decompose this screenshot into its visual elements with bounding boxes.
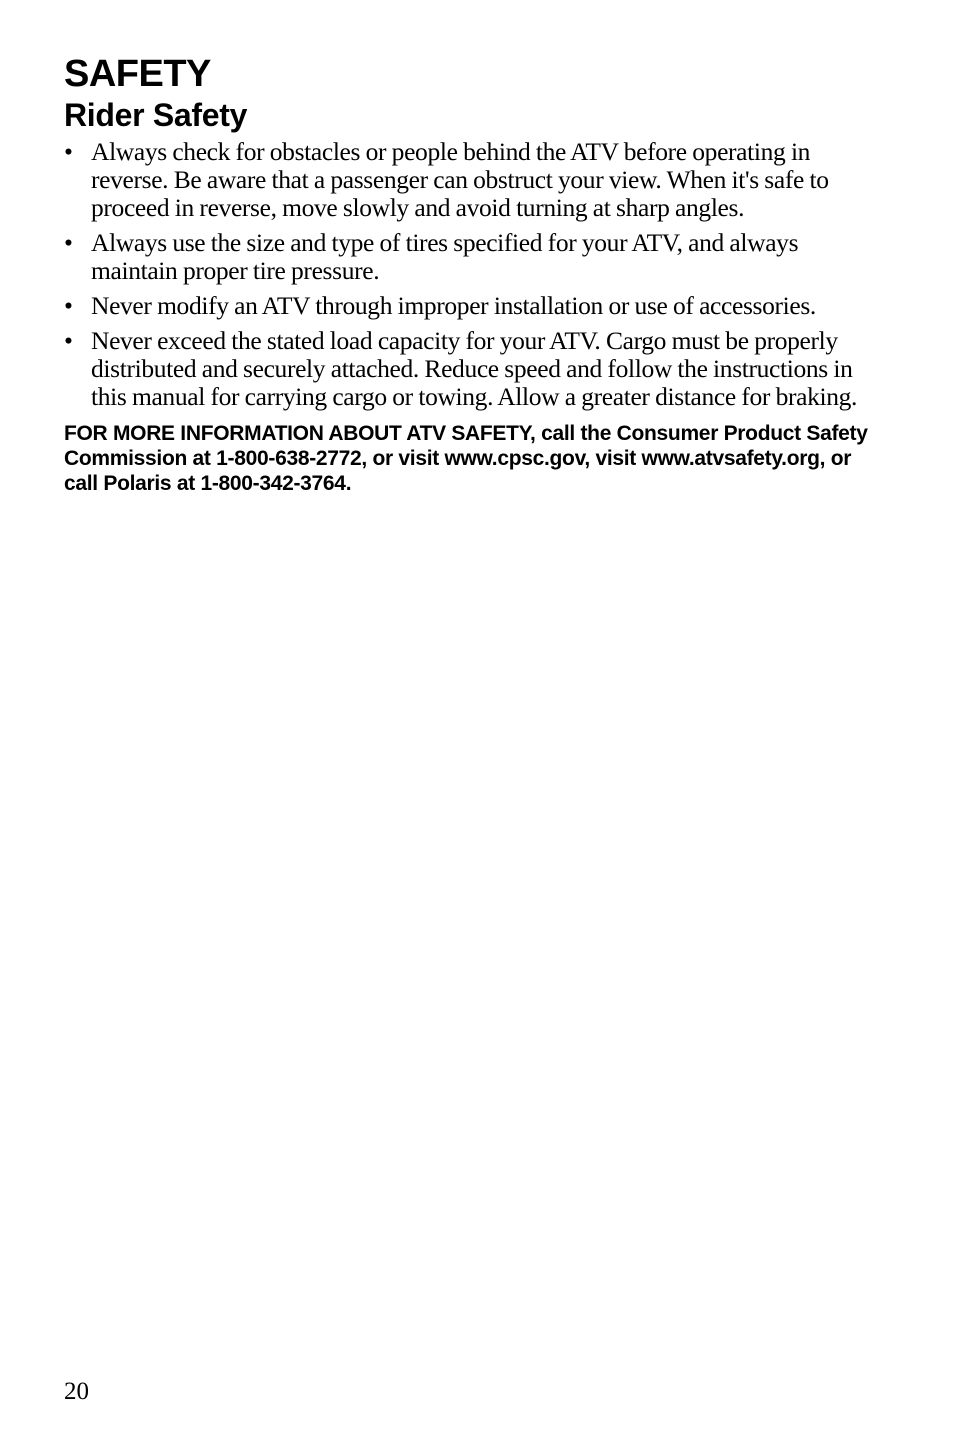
list-item-text: Never modify an ATV through improper installation or use of accessories. xyxy=(91,291,816,320)
safety-bullet-list xyxy=(64,138,864,411)
list-item-text: Always use the size and type of tires specified for your ATV, and always maintain proper tire pressure. xyxy=(91,228,799,285)
list-item xyxy=(64,138,864,222)
document-page xyxy=(64,52,868,517)
bullet-icon: • xyxy=(64,228,73,257)
bullet-icon: • xyxy=(64,291,73,320)
bullet-icon: • xyxy=(64,137,73,166)
section-title: SAFETY xyxy=(64,53,211,95)
page-number: 20 xyxy=(64,1378,89,1405)
info-note: FOR MORE INFORMATION ABOUT ATV SAFETY, call the Consumer Product Safety Commission at 1-800-638-2772, or visit www.cpsc.gov, visit www.atvsafety.org, or call Polaris at 1-800-342-3764. xyxy=(64,422,868,495)
list-item xyxy=(64,292,864,320)
list-item-text: Always check for obstacles or people behind the ATV before operating in reverse. Be aware that a passenger can obstruct your view. When it's safe to proceed in reverse, move slowly and avoid turning at sharp angles. xyxy=(91,137,829,222)
subsection-title: Rider Safety xyxy=(64,97,248,133)
list-item xyxy=(64,327,864,411)
list-item xyxy=(64,229,864,285)
list-item-text: Never exceed the stated load capacity for your ATV. Cargo must be properly distributed and securely attached. Reduce speed and follow the instructions in this manual for carrying cargo or towing. Allow a greater distance for braking. xyxy=(91,326,858,411)
bullet-icon: • xyxy=(64,326,73,355)
